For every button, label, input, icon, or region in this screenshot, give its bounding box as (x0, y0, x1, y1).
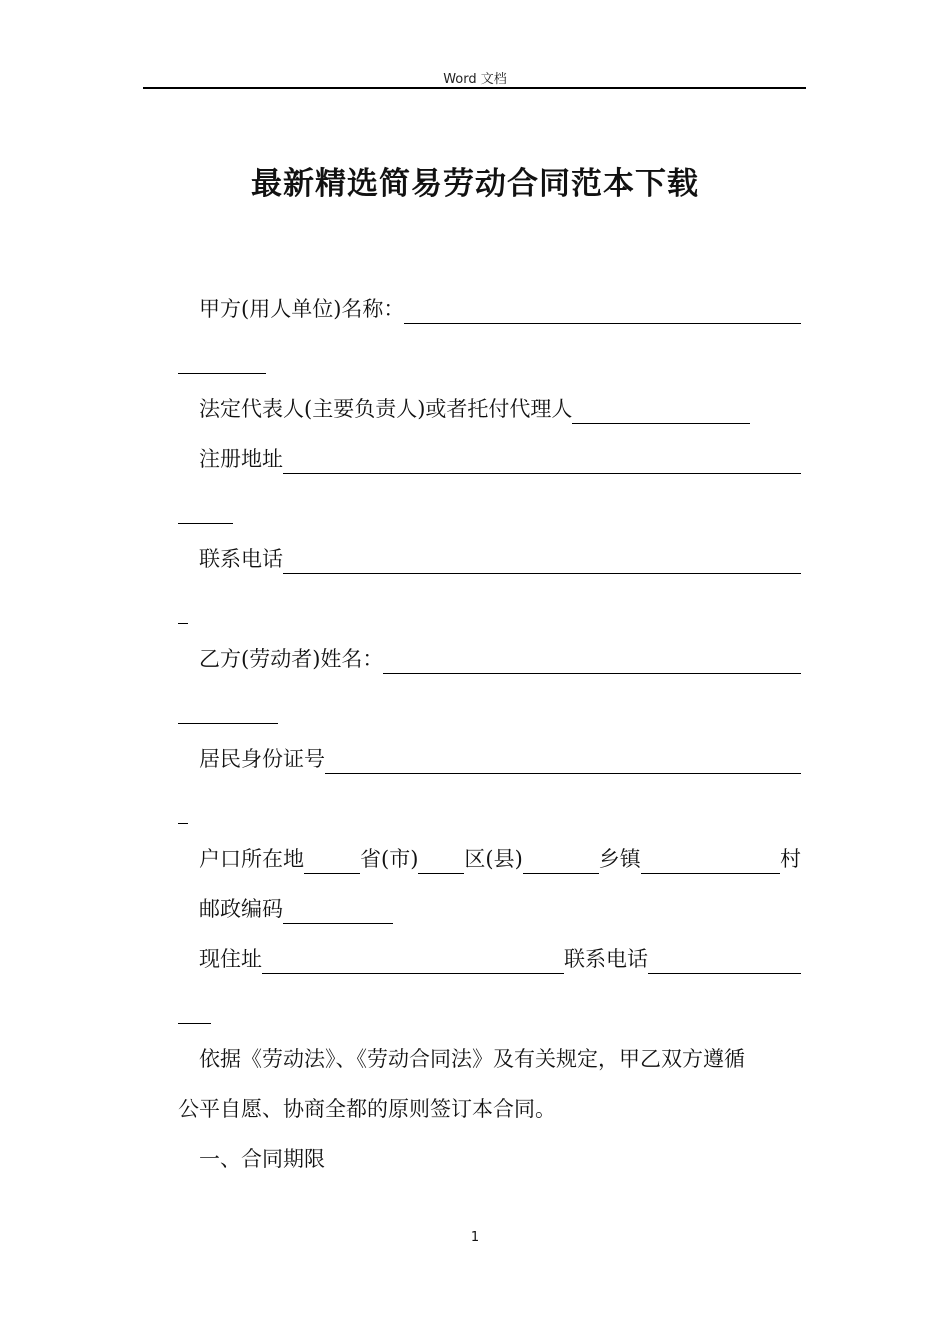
paragraph-line-1 (199, 1044, 801, 1074)
district-label: 区(县) (464, 847, 523, 871)
village-label: 村 (780, 847, 801, 871)
paragraph-line-2 (178, 1094, 801, 1124)
legal-rep-blank[interactable] (572, 397, 750, 424)
current-address-blank[interactable] (262, 947, 564, 974)
employee-name-line (199, 644, 801, 674)
contact-phone-blank-cont[interactable] (178, 597, 188, 624)
current-address-line (199, 944, 801, 974)
header-divider (143, 87, 806, 89)
reg-address-continuation (178, 494, 801, 524)
province-blank[interactable] (304, 847, 360, 874)
id-number-blank[interactable] (325, 747, 801, 774)
id-number-continuation (178, 794, 801, 824)
current-address-label: 现住址 (199, 947, 262, 971)
id-number-blank-cont[interactable] (178, 797, 188, 824)
section-heading-line (199, 1144, 801, 1174)
employee-name-blank[interactable] (383, 647, 801, 674)
hukou-label: 户口所在地 (199, 847, 304, 871)
contact-phone-continuation (178, 594, 801, 624)
district-blank[interactable] (418, 847, 464, 874)
employee-name-blank-cont[interactable] (178, 697, 278, 724)
province-label: 省(市) (360, 847, 419, 871)
current-phone-blank-cont[interactable] (178, 997, 211, 1024)
legal-rep-label: 法定代表人(主要负责人)或者托付代理人 (199, 397, 573, 421)
contact-phone-line (199, 544, 801, 574)
page-header: Word 文档 (443, 72, 507, 87)
reg-address-blank[interactable] (283, 447, 801, 474)
employer-name-blank[interactable] (404, 297, 801, 324)
id-number-label: 居民身份证号 (199, 747, 325, 771)
township-label: 乡镇 (598, 847, 641, 871)
employer-name-line (199, 294, 801, 324)
village-blank[interactable] (641, 847, 780, 874)
paragraph-text-1: 依据《劳动法》、《劳动合同法》及有关规定，甲乙双方遵循 (199, 1047, 745, 1071)
page-number: 1 (470, 1230, 480, 1245)
reg-address-line (199, 444, 801, 474)
postcode-line (199, 894, 801, 924)
employee-name-label: 乙方(劳动者)姓名： (199, 647, 384, 671)
section-heading: 一、合同期限 (199, 1147, 325, 1171)
contact-phone-label: 联系电话 (199, 547, 283, 571)
employer-name-label: 甲方(用人单位)名称： (199, 297, 405, 321)
employee-name-continuation (178, 694, 801, 724)
contact-phone-blank[interactable] (283, 547, 801, 574)
current-phone-label: 联系电话 (564, 947, 648, 971)
paragraph-text-2: 公平自愿、协商全都的原则签订本合同。 (178, 1097, 556, 1121)
township-blank[interactable] (523, 847, 599, 874)
postcode-blank[interactable] (283, 897, 393, 924)
reg-address-blank-cont[interactable] (178, 497, 233, 524)
legal-rep-line (199, 394, 801, 424)
employer-name-continuation (178, 344, 801, 374)
current-phone-continuation (178, 994, 801, 1024)
document-title: 最新精选简易劳动合同范本下载 (251, 166, 699, 202)
reg-address-label: 注册地址 (199, 447, 283, 471)
postcode-label: 邮政编码 (199, 897, 283, 921)
id-number-line (199, 744, 801, 774)
employer-name-blank-cont[interactable] (178, 347, 266, 374)
current-phone-blank[interactable] (648, 947, 801, 974)
hukou-line (199, 844, 801, 874)
